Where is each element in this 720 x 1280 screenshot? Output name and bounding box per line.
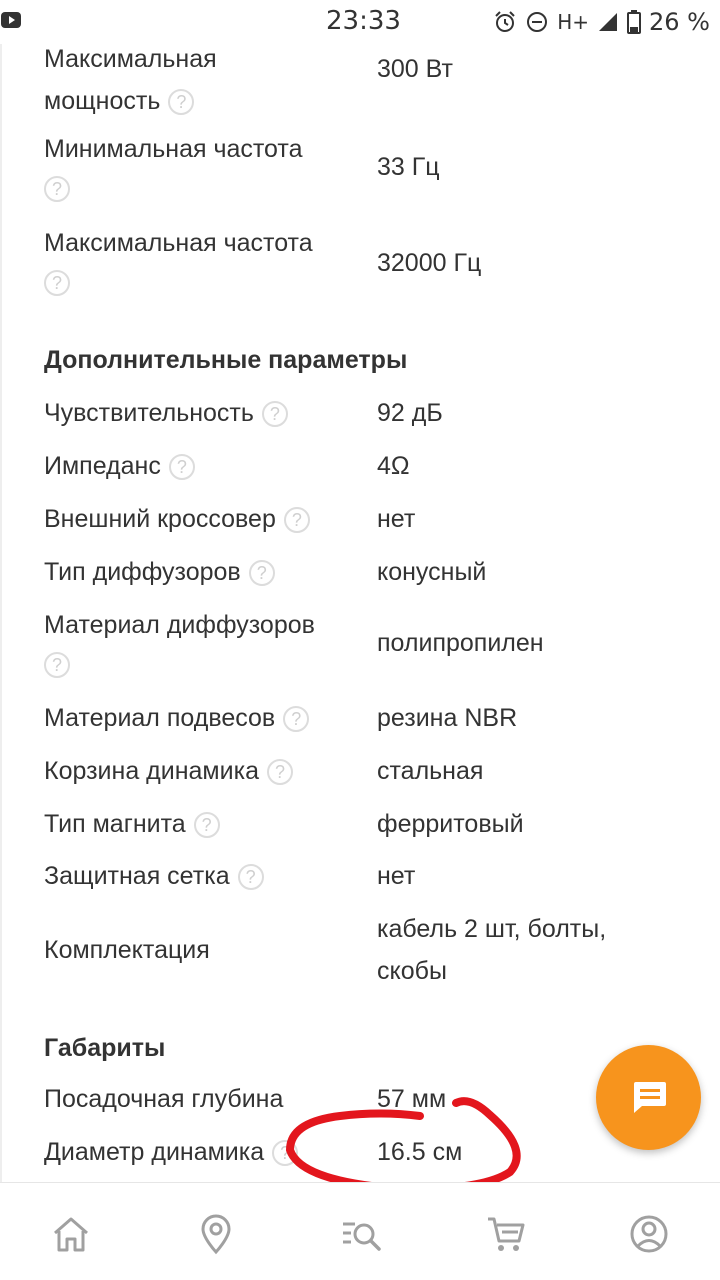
spec-value: 300 Вт bbox=[377, 55, 453, 83]
alarm-icon bbox=[493, 10, 517, 34]
spec-label bbox=[44, 222, 344, 300]
spec-value bbox=[377, 908, 657, 992]
cart-icon bbox=[485, 1213, 527, 1255]
spec-value: нет bbox=[377, 862, 416, 890]
spec-row-protective-grille bbox=[44, 855, 684, 897]
youtube-icon bbox=[0, 9, 22, 31]
help-icon[interactable]: ? bbox=[262, 401, 288, 427]
spec-row-max-frequency bbox=[44, 222, 684, 302]
spec-row-external-crossover bbox=[44, 498, 684, 540]
spec-label-text: Максимальная частота bbox=[44, 229, 313, 257]
spec-label bbox=[44, 392, 344, 434]
spec-value: ферритовый bbox=[377, 810, 524, 838]
help-icon[interactable]: ? bbox=[272, 1140, 298, 1166]
spec-label bbox=[44, 551, 344, 593]
profile-icon bbox=[628, 1213, 670, 1255]
nav-catalog-search[interactable] bbox=[340, 1213, 382, 1255]
spec-value: 57 мм bbox=[377, 1085, 447, 1113]
battery-percent: 26 % bbox=[649, 8, 710, 36]
spec-label bbox=[44, 855, 344, 897]
spec-value: резина NBR bbox=[377, 704, 518, 732]
home-icon bbox=[50, 1213, 92, 1255]
spec-row-min-frequency bbox=[44, 128, 684, 208]
spec-label-text: Защитная сетка bbox=[44, 862, 230, 890]
status-icons bbox=[493, 5, 710, 39]
section-title-additional: Дополнительные параметры bbox=[44, 346, 408, 374]
spec-label-text: Внешний кроссовер bbox=[44, 505, 276, 533]
spec-value: 16.5 см bbox=[377, 1138, 463, 1166]
help-icon[interactable]: ? bbox=[194, 812, 220, 838]
spec-row-cone-material bbox=[44, 604, 684, 688]
spec-row-sensitivity bbox=[44, 392, 684, 434]
nav-profile[interactable] bbox=[628, 1213, 670, 1255]
spec-row-impedance bbox=[44, 445, 684, 487]
spec-label-text: Материал диффузоров bbox=[44, 611, 315, 639]
spec-value: полипропилен bbox=[377, 629, 544, 657]
status-time: 23:33 bbox=[326, 6, 401, 36]
help-icon[interactable]: ? bbox=[44, 652, 70, 678]
spec-label-text: Импеданс bbox=[44, 452, 161, 480]
spec-label-text: Минимальная частота bbox=[44, 135, 303, 163]
catalog-search-icon bbox=[340, 1213, 382, 1255]
help-icon[interactable]: ? bbox=[249, 560, 275, 586]
spec-row-mounting-depth bbox=[44, 1078, 684, 1120]
spec-label-text: Тип магнита bbox=[44, 810, 186, 838]
status-bar bbox=[0, 0, 720, 44]
spec-label: Комплектация bbox=[44, 936, 210, 964]
battery-icon bbox=[627, 10, 641, 34]
help-icon[interactable]: ? bbox=[44, 270, 70, 296]
spec-label-text: мощность bbox=[44, 87, 161, 115]
chat-button[interactable] bbox=[596, 1045, 701, 1150]
help-icon[interactable]: ? bbox=[169, 454, 195, 480]
nav-location[interactable] bbox=[195, 1213, 237, 1255]
spec-value-line1: кабель 2 шт, болты, bbox=[377, 915, 607, 943]
spec-label bbox=[44, 44, 344, 122]
help-line bbox=[44, 264, 344, 300]
spec-label: Посадочная глубина bbox=[44, 1085, 284, 1113]
spec-value: 33 Гц bbox=[377, 153, 440, 181]
location-icon bbox=[195, 1213, 237, 1255]
spec-row-basket bbox=[44, 750, 684, 792]
help-icon[interactable]: ? bbox=[44, 176, 70, 202]
spec-row-surround-material bbox=[44, 697, 684, 739]
network-type: H+ bbox=[557, 10, 590, 34]
bottom-navigation bbox=[0, 1182, 720, 1280]
spec-value: стальная bbox=[377, 757, 484, 785]
spec-value: нет bbox=[377, 505, 416, 533]
spec-value: 4Ω bbox=[377, 452, 410, 480]
spec-value: 32000 Гц bbox=[377, 249, 482, 277]
chat-icon bbox=[628, 1077, 670, 1119]
spec-value: 92 дБ bbox=[377, 399, 443, 427]
spec-value: конусный bbox=[377, 558, 487, 586]
help-icon[interactable]: ? bbox=[168, 89, 194, 115]
spec-label-line2 bbox=[44, 80, 344, 122]
spec-label-text: Тип диффузоров bbox=[44, 558, 241, 586]
spec-row-magnet-type bbox=[44, 803, 684, 845]
spec-label bbox=[44, 128, 344, 206]
spec-label bbox=[44, 1131, 344, 1173]
nav-cart[interactable] bbox=[485, 1213, 527, 1255]
spec-label-text: Диаметр динамика bbox=[44, 1138, 265, 1166]
dnd-icon bbox=[525, 10, 549, 34]
help-icon[interactable]: ? bbox=[284, 507, 310, 533]
spec-row-speaker-diameter bbox=[44, 1131, 684, 1173]
spec-row-cone-type bbox=[44, 551, 684, 593]
spec-label-text: Материал подвесов bbox=[44, 704, 276, 732]
spec-label-text: Корзина динамика bbox=[44, 757, 259, 785]
spec-row-max-power bbox=[44, 44, 684, 122]
spec-row-package bbox=[44, 908, 684, 992]
section-title-dimensions: Габариты bbox=[44, 1034, 166, 1062]
help-line bbox=[44, 646, 344, 682]
spec-label bbox=[44, 445, 344, 487]
spec-label bbox=[44, 697, 344, 739]
help-icon[interactable]: ? bbox=[238, 864, 264, 890]
spec-label bbox=[44, 750, 344, 792]
spec-label bbox=[44, 803, 344, 845]
spec-label-text: Чувствительность bbox=[44, 399, 254, 427]
spec-label-line1: Максимальная bbox=[44, 45, 217, 73]
spec-value-line2: скобы bbox=[377, 957, 447, 985]
spec-label bbox=[44, 498, 364, 540]
help-line bbox=[44, 170, 344, 206]
nav-home[interactable] bbox=[50, 1213, 92, 1255]
signal-icon bbox=[597, 11, 619, 33]
specs-content[interactable] bbox=[0, 44, 720, 1182]
help-icon[interactable]: ? bbox=[267, 759, 293, 785]
spec-label bbox=[44, 604, 344, 682]
help-icon[interactable]: ? bbox=[283, 706, 309, 732]
